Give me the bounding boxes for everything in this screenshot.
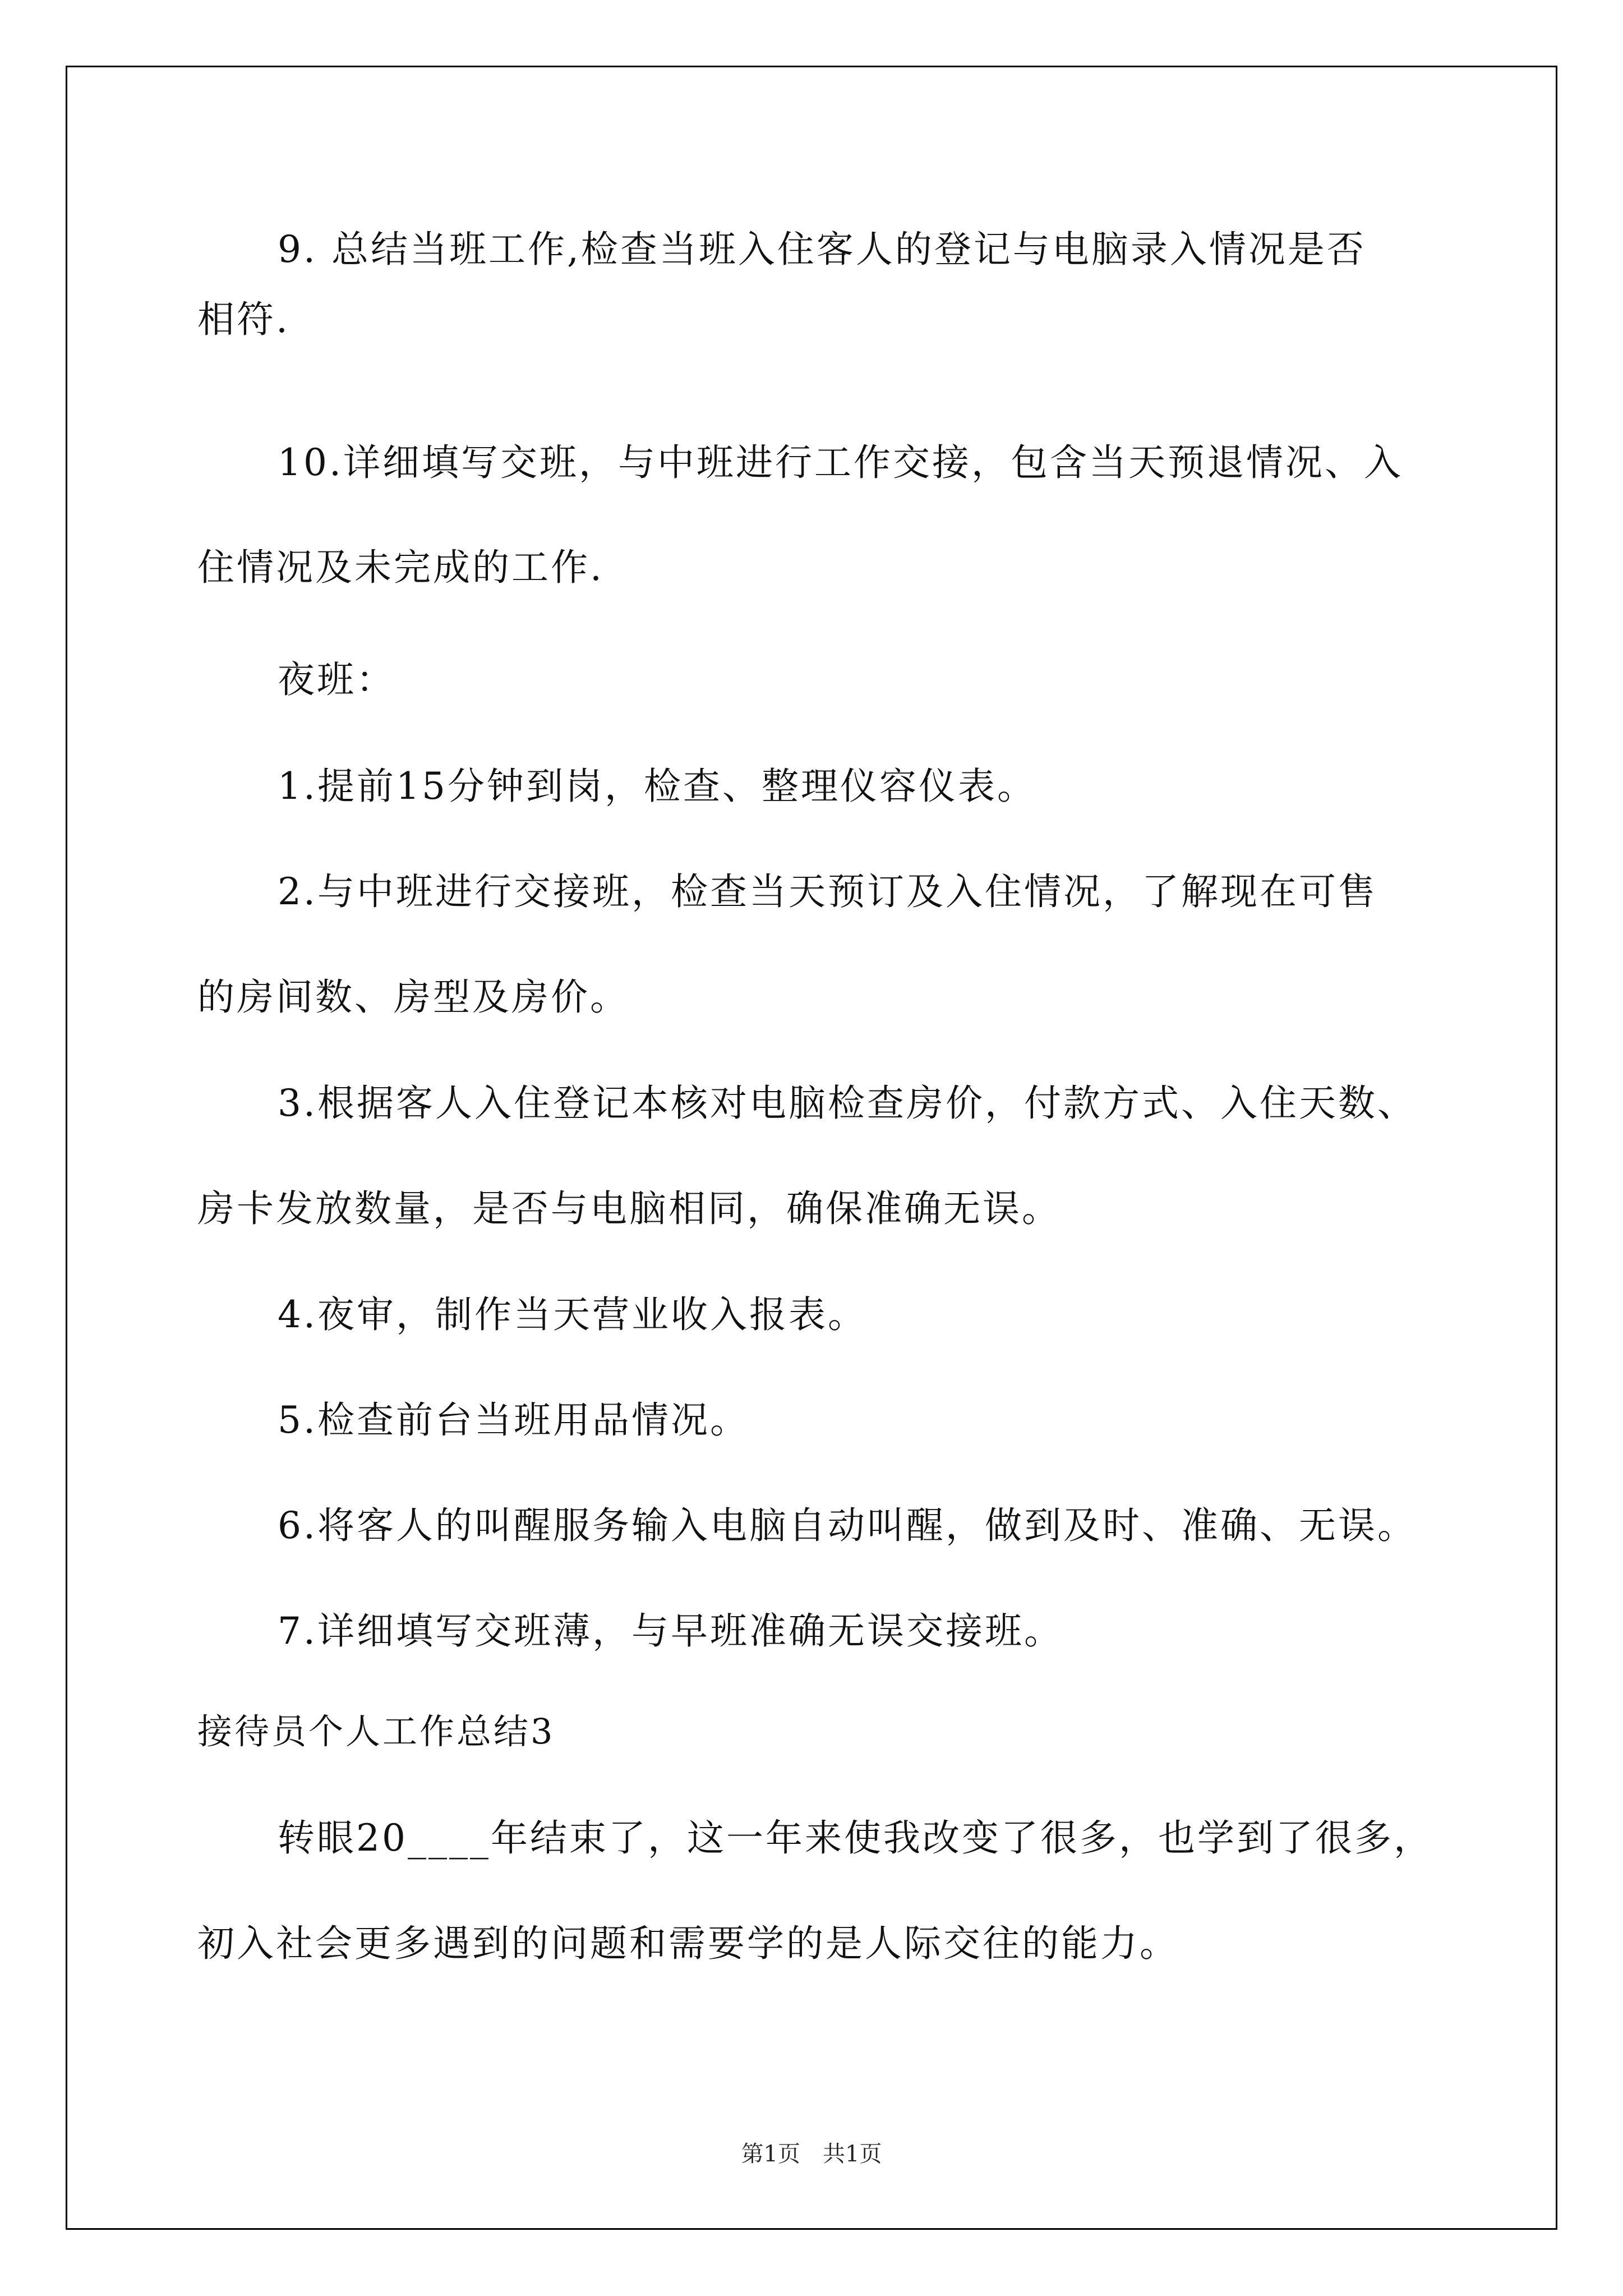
paragraph-line: 相符. (197, 298, 290, 341)
paragraph-line: 的房间数、房型及房价。 (197, 976, 629, 1019)
paragraph-line: 初入社会更多遇到的问题和需要学的是人际交往的能力。 (197, 1922, 1179, 1965)
page-border (66, 66, 1557, 2230)
paragraph-line: 转眼20____年结束了，这一年来使我改变了很多，也学到了很多， (278, 1816, 1433, 1860)
paragraph-line: 9. 总结当班工作,检查当班入住客人的登记与电脑录入情况是否 (278, 228, 1366, 271)
paragraph-line: 4.夜审，制作当天营业收入报表。 (278, 1293, 867, 1336)
section-label: 夜班： (278, 658, 395, 701)
paragraph-line: 3.根据客人入住登记本核对电脑检查房价，付款方式、入住天数、 (278, 1082, 1417, 1125)
paragraph-line: 5.检查前台当班用品情况。 (278, 1398, 749, 1442)
paragraph-line: 2.与中班进行交接班，检查当天预订及入住情况，了解现在可售 (278, 870, 1377, 913)
paragraph-line: 1.提前15分钟到岗，检查、整理仪容仪表。 (278, 765, 1036, 808)
paragraph-line: 7.详细填写交班薄，与早班准确无误交接班。 (278, 1609, 1063, 1653)
paragraph-line: 住情况及未完成的工作. (197, 546, 604, 589)
paragraph-line: 6.将客人的叫醒服务输入电脑自动叫醒，做到及时、准确、无误。 (278, 1504, 1417, 1547)
page-footer: 第1页 共1页 (741, 2141, 882, 2167)
section-heading: 接待员个人工作总结3 (197, 1711, 555, 1752)
paragraph-line: 房卡发放数量，是否与电脑相同，确保准确无误。 (197, 1187, 1061, 1230)
paragraph-line: 10.详细填写交班，与中班进行工作交接，包含当天预退情况、入 (278, 441, 1403, 484)
